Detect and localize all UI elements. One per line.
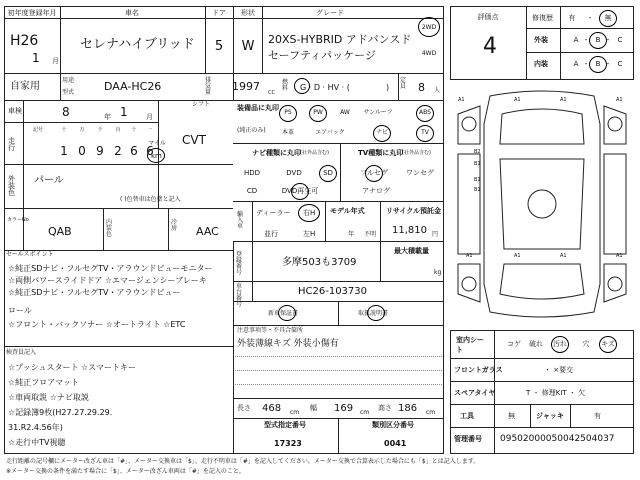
class-value: 0041 — [384, 439, 407, 448]
seat-opt-2: 汚れ — [553, 340, 567, 348]
damage-label-4: B2 — [474, 149, 481, 155]
jack-value: 有 — [594, 412, 601, 420]
shaken-month-unit: 月 — [146, 113, 153, 121]
tv-title: TV種類に丸印 — [358, 149, 404, 157]
equip-b-2: ナビ — [375, 129, 389, 136]
mileage-label: 走行 — [8, 137, 15, 152]
height-unit: cm — [426, 409, 436, 416]
exterior-grade-label: 外装 — [534, 36, 548, 44]
cc-unit: CC — [268, 90, 275, 96]
model-year-unknown: 不明 — [364, 231, 377, 238]
equip-a-4: ABS — [419, 109, 431, 116]
shaken-year-unit: 年 — [104, 113, 111, 121]
equip-a-circle-0 — [279, 105, 297, 122]
equip-b-3: TV — [421, 129, 429, 136]
equip-a-circle-1 — [309, 105, 327, 122]
body-type: W — [241, 39, 255, 54]
score-label: 評価点 — [477, 13, 499, 21]
footer-line-2: ※メーター交換の条件を満たす場合に「$」、メーター改ざん車両は「#」を記入のこと。 — [6, 468, 245, 475]
damage-label-10: A1 — [560, 253, 567, 259]
mgmt-label: 管理番号 — [454, 435, 482, 443]
shaken-year: 8 — [62, 105, 70, 119]
recycle-value: 11,810 — [392, 225, 427, 236]
footer-line-1: 走行距離の記号欄にメーター改ざん車は「#」、メーター交換車は「$」、走行不明車は「#」を記入してください。メーター交換で合算表示した場合にも「$」とは記入します。 — [6, 458, 480, 465]
mileage-digit-5: 6 — [146, 144, 154, 158]
inspector-line-0: ☆プッシュスタート ☆スマートキー — [8, 363, 137, 372]
mile-unit: マイル — [148, 140, 166, 147]
displacement-label: 排気量 — [205, 77, 212, 96]
length-unit: cm — [290, 409, 300, 416]
interior-label: 内装色 — [106, 219, 113, 238]
equip-a-circle-4 — [416, 105, 434, 122]
manual-circle — [367, 305, 385, 321]
recycle-label: リサイクル預託金 — [386, 207, 442, 215]
inspector-line-3: ☆記録簿9枚(H27.27.29.29. — [8, 408, 113, 417]
mileage-digit-3: 2 — [114, 144, 122, 158]
mileage-header-2: 万 — [79, 127, 85, 133]
damage-label-7: B1 — [474, 187, 481, 193]
reg-year-label: 初年度登録年月 — [7, 9, 57, 17]
warranty-circle — [278, 305, 296, 321]
doors-label: ドア — [212, 9, 226, 17]
import-label: 輸入車 — [237, 211, 244, 230]
damage-label-6: B1 — [474, 177, 481, 183]
equipment-title: 装備品に丸印 — [237, 104, 279, 112]
length-value: 468 — [262, 403, 282, 414]
mileage-header-6: 一 — [147, 127, 153, 133]
model-year-label: モデル年式 — [330, 207, 365, 215]
new-warranty: 新車保証書 — [268, 310, 299, 317]
capacity-unit: 人 — [434, 87, 441, 94]
displacement: 1997 — [232, 80, 260, 93]
shaken-month: 1 — [120, 105, 128, 119]
navi-b-circle-1 — [291, 183, 309, 200]
grade-line2: セーフティパッケージ — [268, 49, 376, 62]
chassis-number: HC26-103730 — [298, 286, 368, 297]
usage-label: 用途 — [62, 77, 75, 84]
repair-opt-1: ・ — [586, 14, 594, 22]
int-opt-4: C — [617, 60, 623, 68]
equip-b-1: エアバック — [315, 129, 345, 136]
cooler-value: AAC — [196, 225, 219, 238]
grade-label: グレード — [316, 9, 344, 17]
dealer-option: ディーラー — [256, 209, 291, 217]
tv-subtitle: (社外品含む) — [402, 150, 431, 156]
repair-opt-2: 無 — [604, 14, 612, 22]
mileage-digit-1: 0 — [78, 144, 86, 158]
fuel-g-circle — [294, 78, 310, 94]
spec-label: 型式指定番号 — [264, 421, 306, 429]
ext-opt-4: C — [617, 36, 623, 44]
reg-month: 1 — [32, 51, 40, 65]
fuel-close: ) — [386, 83, 390, 92]
drive-2wd-circle — [418, 17, 440, 37]
color-no-label: カラーNo — [7, 217, 29, 223]
body-label: 形状 — [241, 9, 255, 17]
grade-line1: 20XS-HYBRID アドバンスド — [268, 33, 412, 46]
width-label: 幅 — [310, 404, 317, 412]
damage-label-8: A1 — [466, 253, 473, 259]
score-value: 4 — [483, 34, 497, 59]
spare-options: T ・ 修理KIT ・ 欠 — [526, 389, 586, 397]
car-outline-icon — [450, 84, 634, 324]
shift-value: CVT — [182, 133, 206, 147]
chassis-label: 車台番号 — [236, 283, 243, 308]
car-damage-diagram — [450, 84, 634, 324]
car-name-label: 車名 — [125, 9, 139, 17]
height-value: 186 — [398, 403, 418, 414]
equip-a-2: AW — [340, 109, 350, 116]
tv-b-0: アナログ — [362, 187, 390, 195]
tv-a-1: ワンセグ — [406, 169, 434, 177]
mileage-digit-2: 9 — [96, 144, 104, 158]
registration-value: 多摩503も3709 — [282, 257, 357, 268]
mgmt-number: 09502000050042504037 — [500, 434, 615, 444]
sales-line-1: ☆両側パワースライドドア ☆エマージェンシーブレーキ — [8, 276, 207, 285]
length-label: 長さ — [237, 404, 251, 412]
sales-line-3: ロール — [8, 306, 32, 315]
registration-label: 登録番号 — [236, 251, 243, 276]
capacity: 8 — [418, 81, 425, 94]
height-label: 高さ — [378, 404, 392, 412]
parallel-option: 並行 — [264, 230, 278, 238]
glass-label: フロントガラス — [454, 366, 503, 374]
model-year-year: 年 — [348, 231, 355, 238]
sales-line-4: ☆フロント・バックソナー ☆オートライト ☆ETC — [8, 320, 186, 329]
damage-label-2: A1 — [560, 97, 567, 103]
km-circle — [147, 148, 165, 163]
mileage-header-5: 十 — [131, 127, 137, 133]
navi-a-2: SD — [323, 169, 333, 177]
damage-label-11: A1 — [616, 253, 623, 259]
cooler-label: 冷房 — [171, 219, 178, 232]
width-unit: cm — [360, 409, 370, 416]
sales-line-2: ☆純正SDナビ・フルセグTV・アラウンドビュー — [8, 288, 181, 297]
notes-label: 注意事項等・不具合箇所 — [237, 327, 304, 334]
mileage-header-4: 百 — [115, 127, 121, 133]
drive-4wd: 4WD — [421, 50, 437, 57]
ext-opt-0: A — [573, 36, 579, 44]
navi-a-1: DVD — [286, 169, 302, 177]
tool-value: 無 — [508, 412, 515, 420]
drive-2wd: 2WD — [421, 24, 437, 31]
int-opt-0: A — [573, 60, 579, 68]
seat-opt-0: コゲ — [507, 340, 521, 348]
seat-opt-1: 破れ — [529, 340, 543, 348]
exterior-note: ( )色替車は色塗と記入 — [120, 196, 181, 203]
doors-value: 5 — [214, 39, 224, 54]
handle-left: 左H — [303, 230, 316, 238]
navi-subtitle: (社外品含む) — [300, 150, 329, 156]
max-load-label: 最大積載量 — [394, 247, 429, 255]
inspector-line-5: ☆走行中TV視聴 — [8, 438, 66, 447]
reg-era: H26 — [10, 33, 39, 49]
usage-type: 自家用 — [10, 81, 40, 92]
repair-opt-circle-2 — [599, 10, 617, 27]
notes-text: 外装薄線キズ 外装小傷有 — [237, 339, 339, 349]
tool-label: 工具 — [460, 412, 474, 420]
fuel-options: G · D · HV · ( — [300, 83, 350, 92]
int-opt-1: ・ — [582, 60, 590, 68]
navi-title: ナビ種類に丸印 — [252, 149, 301, 157]
shift-label: シフト — [192, 101, 211, 108]
model-code: DAA-HC26 — [104, 80, 162, 93]
seat-opt-circle-2 — [551, 336, 569, 353]
sales-points-label: セールスポイント — [6, 251, 54, 258]
mileage-digit-0: 1 — [60, 144, 68, 158]
equip-b-circle-3 — [416, 125, 434, 142]
glass-options: ・ ×要交 — [544, 366, 574, 374]
model-label: 型式 — [62, 89, 75, 96]
damage-label-5: B1 — [474, 161, 481, 167]
navi-b-1: DVD再生可 — [281, 187, 319, 195]
equip-b-0: 本革 — [281, 129, 295, 136]
handle-right-circle — [298, 204, 320, 222]
seat-label: 室内シート — [456, 336, 484, 354]
handle-right: 右H — [303, 209, 316, 217]
spec-value: 17323 — [274, 439, 302, 448]
seat-opt-3: 穴 — [582, 340, 590, 348]
fuel-label: 燃料 — [282, 79, 289, 92]
ext-opt-2: B — [595, 36, 601, 44]
damage-label-3: A1 — [616, 97, 623, 103]
class-label: 類別区分番号 — [372, 421, 414, 429]
int-opt-3: ・ — [604, 60, 612, 68]
navi-a-0: HDD — [243, 169, 261, 177]
exterior-label: 外装色 — [8, 175, 15, 197]
km-unit: km — [151, 152, 162, 160]
equip-b-circle-2 — [373, 125, 391, 142]
inspector-line-4: 31.R2.4.56年) — [8, 423, 63, 432]
tv-a-circle-0 — [365, 165, 383, 182]
damage-label-9: A1 — [514, 253, 521, 259]
seat-opt-circle-4 — [599, 336, 617, 353]
recycle-unit: 円 — [432, 231, 439, 238]
car-name: セレナハイブリッド — [80, 37, 195, 52]
navi-a-circle-2 — [319, 165, 337, 182]
int-opt-2: B — [595, 60, 601, 68]
tv-a-0: フルセグ — [360, 169, 388, 177]
spare-label: スペアタイヤ — [454, 389, 496, 397]
damage-label-1: A1 — [514, 97, 521, 103]
capacity-label: 定員 — [400, 77, 407, 90]
jack-label: ジャッキ — [536, 412, 564, 420]
color-no: QAB — [48, 225, 72, 238]
equip-a-1: PW — [313, 109, 323, 116]
ext-opt-1: ・ — [582, 36, 590, 44]
inspector-label: 検査員記入 — [6, 349, 37, 356]
repair-label: 修復歴 — [532, 14, 553, 22]
equip-a-0: PS — [284, 109, 292, 116]
exterior-color: パール — [34, 175, 64, 186]
mileage-header-0: 記号 — [32, 127, 44, 133]
equip-a-3: サンルーフ — [363, 109, 393, 116]
sales-line-0: ☆純正SDナビ・フルセグTV・アラウンドビューモニター — [8, 264, 213, 273]
inspector-line-2: ☆車両取説 ☆ナビ取説 — [8, 393, 89, 402]
interior-grade-label: 内装 — [534, 60, 548, 68]
equipment-subtitle: (純正のみ) — [237, 127, 266, 134]
repair-opt-0: 有 — [568, 14, 576, 22]
ext-opt-3: ・ — [604, 36, 612, 44]
mileage-header-1: 十 — [61, 127, 67, 133]
navi-b-0: CD — [246, 187, 258, 195]
mileage-digit-4: 6 — [130, 144, 138, 158]
max-load-unit: kg — [434, 269, 442, 276]
manual: 取扱説明書 — [358, 310, 389, 317]
width-value: 169 — [334, 403, 354, 414]
inspector-line-1: ☆純正フロアマット — [8, 378, 79, 387]
damage-label-0: A1 — [458, 97, 465, 103]
shaken-label: 車検 — [8, 107, 22, 115]
reg-month-unit: 月 — [52, 57, 59, 65]
mileage-header-3: 千 — [97, 127, 103, 133]
seat-opt-4: キズ — [601, 340, 615, 348]
